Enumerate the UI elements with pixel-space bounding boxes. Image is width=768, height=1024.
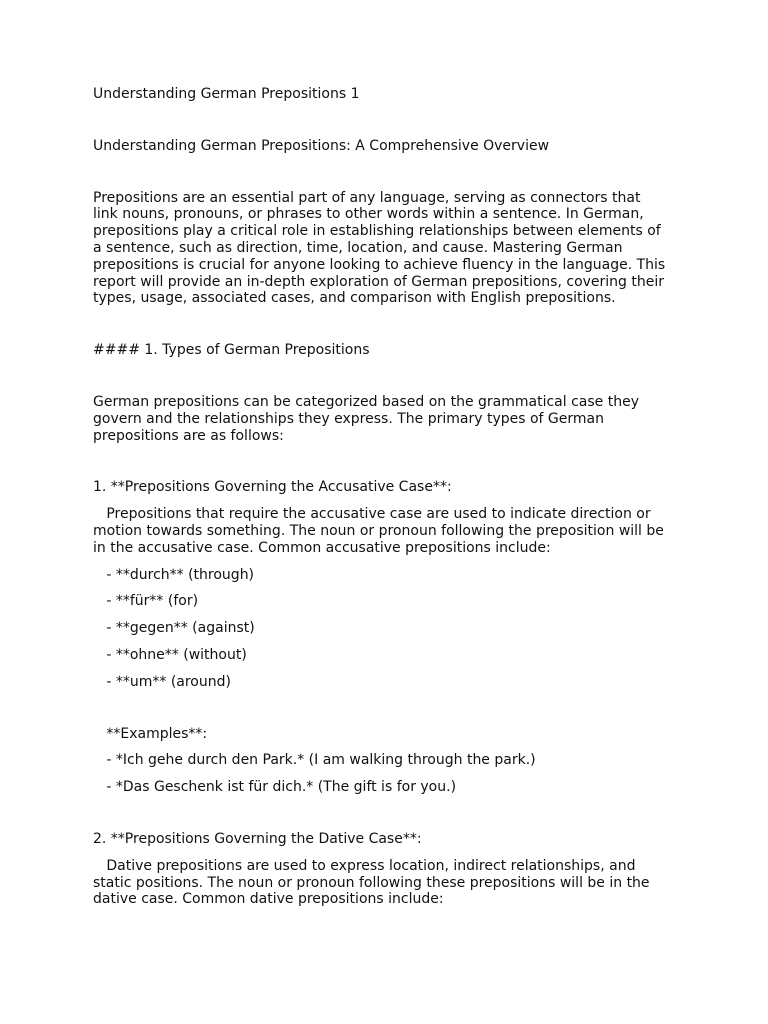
example-item: - *Ich gehe durch den Park.* (I am walking through the park.) — [93, 752, 536, 769]
example-item: - *Das Geschenk ist für dich.* (The gift is for you.) — [93, 779, 457, 796]
list-item: - **ohne** (without) — [93, 646, 247, 663]
list-item: - **für** (for) — [93, 593, 199, 610]
list-item: - **durch** (through) — [93, 566, 255, 583]
section-intro-paragraph: German prepositions can be categorized based on the grammatical case they govern and the relationships they express. The primary types of German prepositions are as follows: — [93, 393, 639, 444]
list-item: - **gegen** (against) — [93, 620, 255, 637]
document-title: Understanding German Prepositions: A Comprehensive Overview — [93, 137, 550, 154]
examples-label: **Examples**: — [93, 725, 208, 742]
section-heading: #### 1. Types of German Prepositions — [93, 342, 370, 359]
page-header: Understanding German Prepositions 1 — [93, 86, 360, 102]
document-body — [93, 86, 683, 908]
dative-heading: 2. **Prepositions Governing the Dative Case**: — [93, 830, 422, 847]
intro-paragraph: Prepositions are an essential part of any language, serving as connectors that link nouns, pronouns, or phrases to other words within a sentence. In German, prepositions play a critical role in establishing relationships between elements of a sentence, such as direction, time, location, and cause. Mastering German prepositions is crucial for anyone looking to achieve fluency in the language. This report will provide an in-depth exploration of German prepositions, covering their types, usage, associated cases, and comparison with English prepositions. — [93, 189, 666, 307]
accusative-heading: 1. **Prepositions Governing the Accusative Case**: — [93, 479, 452, 496]
list-item: - **um** (around) — [93, 673, 231, 690]
accusative-description: Prepositions that require the accusative case are used to indicate direction or motion towards something. The noun or pronoun following the preposition will be in the accusative case. Common accusative prepositions include: — [93, 506, 664, 556]
dative-description: Dative prepositions are used to express location, indirect relationships, and static positions. The noun or pronoun following these prepositions will be in the dative case. Common dative prepositions include: — [93, 857, 650, 908]
